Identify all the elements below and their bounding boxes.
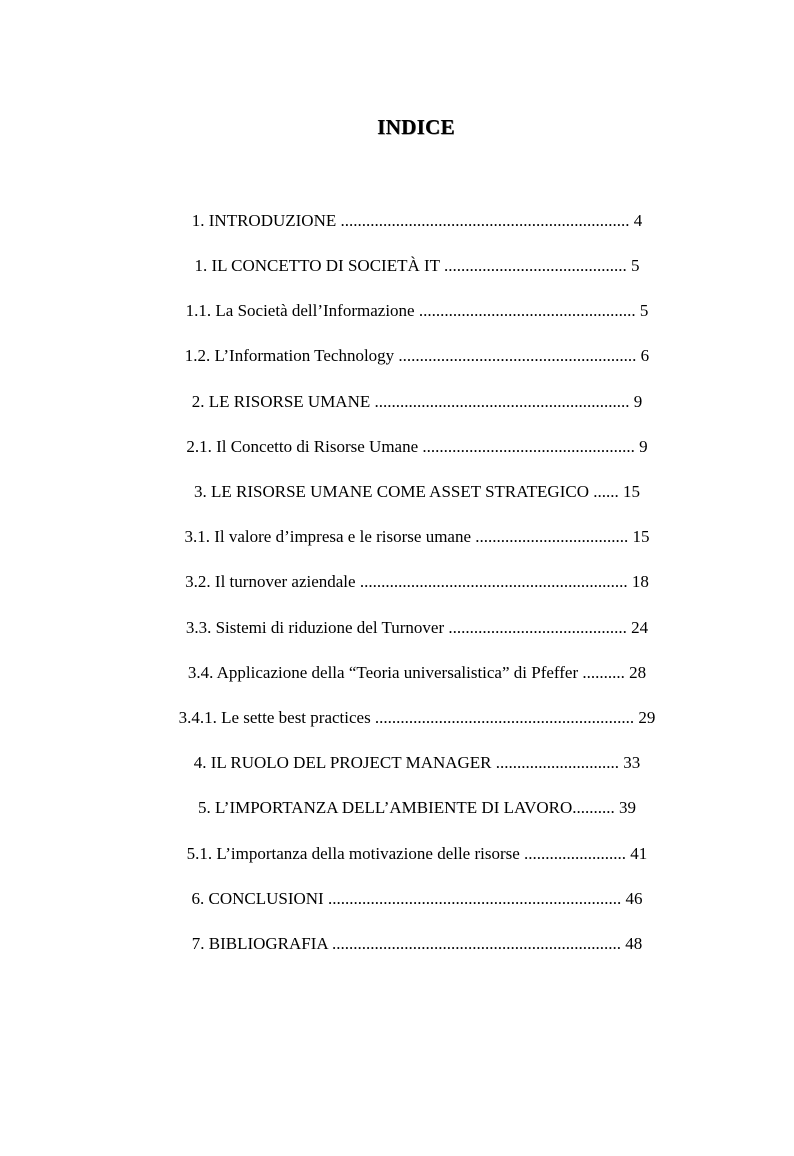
toc-entry-concetto-societa-it[interactable]: 1. IL CONCETTO DI SOCIETÀ IT ........................................... 5 [194,256,640,275]
toc-entry-concetto-risorse-umane[interactable]: 2.1. Il Concetto di Risorse Umane .................................................. 9 [186,437,648,456]
toc-entry-asset-strategico[interactable]: 3. LE RISORSE UMANE COME ASSET STRATEGICO ...... 15 [194,482,640,501]
toc-entry-teoria-universalistica[interactable]: 3.4. Applicazione della “Teoria universalistica” di Pfeffer .......... 28 [187,663,647,682]
toc-entry-motivazione-risorse[interactable]: 5.1. L’importanza della motivazione delle risorse ........................ 41 [186,844,648,863]
toc-entry-turnover-aziendale[interactable]: 3.2. Il turnover aziendale ............................................................... 18 [185,572,649,591]
toc-entry-societa-informazione[interactable]: 1.1. La Società dell’Informazione ................................................... 5 [185,301,649,320]
toc-entry-risorse-umane[interactable]: 2. LE RISORSE UMANE ............................................................ 9 [191,392,643,411]
toc-entry-bibliografia[interactable]: 7. BIBLIOGRAFIA .................................................................... 48 [191,934,643,953]
page-title: INDICE [377,115,455,139]
toc-entry-project-manager[interactable]: 4. IL RUOLO DEL PROJECT MANAGER ............................. 33 [193,753,641,772]
toc-entry-riduzione-turnover[interactable]: 3.3. Sistemi di riduzione del Turnover .......................................... 24 [185,618,649,637]
toc-entry-introduzione[interactable]: 1. INTRODUZIONE .................................................................... 4 [191,211,643,230]
toc-entry-ambiente-lavoro[interactable]: 5. L’IMPORTANZA DELL’AMBIENTE DI LAVORO.......... 39 [197,798,637,817]
toc-entry-conclusioni[interactable]: 6. CONCLUSIONI ..................................................................... 46 [191,889,643,908]
toc-entry-valore-impresa[interactable]: 3.1. Il valore d’impresa e le risorse umane .................................... 15 [184,527,650,546]
toc-entry-best-practices[interactable]: 3.4.1. Le sette best practices ............................................................. 29 [178,708,656,727]
toc-entry-information-technology[interactable]: 1.2. L’Information Technology ........................................................ 6 [184,346,650,365]
